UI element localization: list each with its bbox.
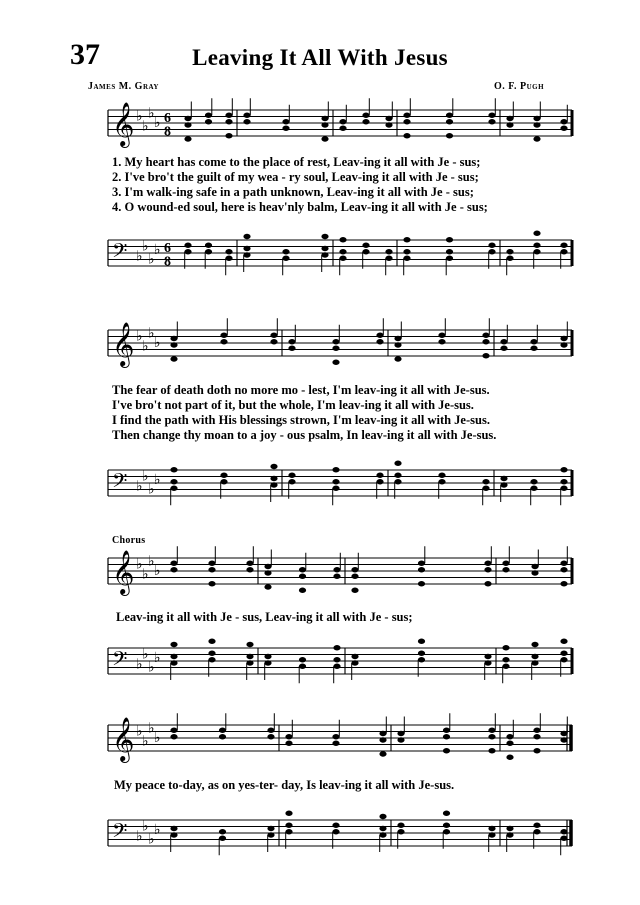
svg-text:♭: ♭ [142, 238, 149, 255]
svg-text:♭: ♭ [136, 108, 143, 125]
hymn-title: Leaving It All With Jesus [192, 45, 448, 70]
hymn-number: 37 [70, 38, 100, 71]
svg-text:♭: ♭ [136, 556, 143, 573]
svg-text:𝄢: 𝄢 [112, 647, 128, 675]
svg-text:♭: ♭ [154, 335, 161, 351]
verse-1-line-b: The fear of death doth no more mo - lest, I'm leav-ing it all with Je-sus. [112, 383, 490, 397]
svg-text:♭: ♭ [154, 563, 161, 579]
svg-text:♭: ♭ [154, 730, 161, 746]
verse-2-line-a: 2. I've bro't the guilt of my wea - ry soul, Leav-ing it all with Je - sus; [112, 170, 479, 184]
svg-text:𝄞: 𝄞 [112, 102, 135, 146]
bass-staff-system-3 [0, 638, 640, 708]
verse-lyrics-a [112, 155, 488, 215]
svg-text:8: 8 [164, 254, 171, 270]
svg-text:♭: ♭ [136, 828, 143, 845]
svg-text:♭: ♭ [136, 248, 143, 265]
bass-staff-system-4 [0, 810, 640, 880]
svg-text:𝄞: 𝄞 [112, 717, 135, 761]
svg-text:♭: ♭ [142, 646, 149, 663]
svg-text:♭: ♭ [154, 649, 161, 666]
svg-text:♭: ♭ [148, 720, 155, 737]
svg-text:8: 8 [164, 124, 171, 140]
svg-text:𝄢: 𝄢 [112, 819, 128, 847]
verse-3-line-b: I find the path with His blessings strown, I'm leav-ing it all with Je-sus. [112, 413, 490, 427]
svg-text:♭: ♭ [136, 478, 143, 495]
verse-3-line-a: 3. I'm walk-ing safe in a path unknown, Leav-ing it all with Je - sus; [112, 185, 474, 199]
svg-text:𝄞: 𝄞 [112, 322, 135, 366]
verse-4-line-a: 4. O wound-ed soul, here is heav'nly balm, Leav-ing it all with Je - sus; [112, 200, 488, 214]
treble-staff-system-4 [0, 715, 640, 785]
svg-text:♭: ♭ [136, 723, 143, 740]
svg-text:♭: ♭ [142, 566, 149, 583]
bass-staff-system-1 [0, 230, 640, 300]
chorus-line-1: Leav-ing it all with Je - sus, Leav-ing it all with Je - sus; [116, 610, 413, 624]
verse-4-line-b: Then change thy moan to a joy - ous psalm, In leav-ing it all with Je-sus. [112, 428, 497, 442]
svg-text:♭: ♭ [148, 251, 155, 268]
svg-text:♭: ♭ [142, 118, 149, 135]
svg-text:♭: ♭ [154, 241, 161, 258]
svg-text:♭: ♭ [142, 818, 149, 835]
bass-staff-system-2 [0, 460, 640, 530]
svg-text:𝄢: 𝄢 [112, 239, 128, 267]
svg-text:𝄞: 𝄞 [112, 550, 135, 594]
svg-text:♭: ♭ [142, 468, 149, 485]
svg-text:♭: ♭ [136, 328, 143, 345]
svg-text:6: 6 [164, 241, 171, 256]
verse-lyrics-b [112, 383, 496, 443]
svg-text:♭: ♭ [148, 831, 155, 848]
svg-text:♭: ♭ [142, 338, 149, 355]
verse-1-line-a: 1. My heart has come to the place of rest, Leav-ing it all with Je - sus; [112, 155, 481, 169]
treble-staff-system-2 [0, 320, 640, 390]
chorus-label: Chorus [112, 535, 146, 546]
composer-credit: O. F. Pugh [494, 81, 545, 92]
svg-text:♭: ♭ [148, 105, 155, 122]
svg-text:♭: ♭ [148, 659, 155, 676]
chorus-line-2: My peace to-day, as on yes-ter- day, Is leav-ing it all with Je-sus. [114, 778, 455, 792]
verse-2-line-b: I've bro't not part of it, but the whole, I'm leav-ing it all with Je-sus. [112, 398, 474, 412]
svg-text:♭: ♭ [154, 115, 161, 131]
lyricist-credit: James M. Gray [88, 81, 159, 92]
svg-text:♭: ♭ [136, 656, 143, 673]
svg-text:6: 6 [164, 111, 171, 126]
treble-staff-system-3 [0, 548, 640, 618]
svg-text:♭: ♭ [148, 553, 155, 570]
svg-text:𝄢: 𝄢 [112, 469, 128, 497]
svg-text:♭: ♭ [148, 481, 155, 498]
svg-text:♭: ♭ [154, 471, 161, 488]
svg-text:♭: ♭ [148, 325, 155, 342]
svg-text:♭: ♭ [142, 733, 149, 750]
svg-text:♭: ♭ [154, 821, 161, 838]
